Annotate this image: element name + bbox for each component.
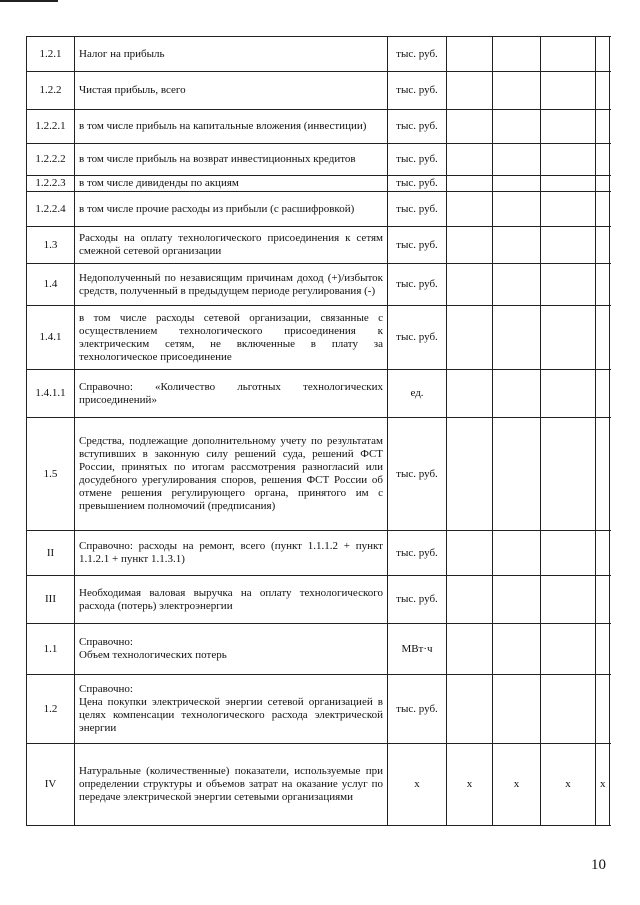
row-value-cell [493, 176, 541, 192]
row-value-cell [447, 306, 493, 370]
row-description-cell: в том числе прочие расходы из прибыли (с расшифровкой) [75, 192, 388, 227]
row-value-cell [541, 306, 596, 370]
row-description-cell: Справочно: расходы на ремонт, всего (пункт 1.1.1.2 + пункт 1.1.2.1 + пункт 1.1.3.1) [75, 531, 388, 576]
row-number-cell: 1.2 [27, 675, 75, 744]
row-unit-cell: тыс. руб. [388, 110, 447, 144]
row-number-cell: 1.2.2.2 [27, 144, 75, 176]
row-number-cell: 1.1 [27, 624, 75, 675]
row-value-cell [596, 176, 610, 192]
row-value-cell [493, 144, 541, 176]
row-value-cell [447, 110, 493, 144]
table-row [27, 576, 610, 624]
row-value-cell [596, 110, 610, 144]
row-unit-cell: тыс. руб. [388, 306, 447, 370]
table-row [27, 306, 610, 370]
row-unit-cell: тыс. руб. [388, 675, 447, 744]
table-row [27, 72, 610, 110]
table-row [27, 531, 610, 576]
row-unit-cell: тыс. руб. [388, 144, 447, 176]
row-value-cell [493, 227, 541, 264]
row-description-cell: Расходы на оплату технологического присоединения к сетям смежной сетевой организации [75, 227, 388, 264]
row-description-cell: Справочно: Цена покупки электрической энергии сетевой организацией в целях компенсации технологического расхода электрической энергии [75, 675, 388, 744]
table-row [27, 418, 610, 531]
row-value-cell [541, 227, 596, 264]
row-value-cell: х [541, 744, 596, 826]
table-row [27, 624, 610, 675]
row-unit-cell: МВт·ч [388, 624, 447, 675]
row-value-cell [493, 370, 541, 418]
row-value-cell: х [447, 744, 493, 826]
row-value-cell [493, 264, 541, 306]
row-number-cell: III [27, 576, 75, 624]
row-value-cell [541, 418, 596, 531]
table-row [27, 744, 610, 826]
row-description-cell: в том числе прибыль на капитальные вложения (инвестиции) [75, 110, 388, 144]
row-value-cell [493, 192, 541, 227]
row-value-cell [596, 531, 610, 576]
row-value-cell [447, 531, 493, 576]
row-value-cell [541, 37, 596, 72]
row-unit-cell: тыс. руб. [388, 576, 447, 624]
row-unit-cell: х [388, 744, 447, 826]
row-value-cell [541, 531, 596, 576]
row-value-cell [541, 264, 596, 306]
row-value-cell [493, 110, 541, 144]
tariff-table [26, 36, 610, 826]
row-number-cell: 1.4.1.1 [27, 370, 75, 418]
row-value-cell [493, 418, 541, 531]
row-number-cell: 1.4.1 [27, 306, 75, 370]
row-value-cell [541, 176, 596, 192]
row-value-cell [596, 306, 610, 370]
row-value-cell [447, 370, 493, 418]
row-description-cell: Чистая прибыль, всего [75, 72, 388, 110]
row-description-cell: Необходимая валовая выручка на оплату технологического расхода (потерь) электроэнергии [75, 576, 388, 624]
row-number-cell: 1.2.2.1 [27, 110, 75, 144]
row-value-cell [596, 418, 610, 531]
row-value-cell [541, 576, 596, 624]
row-value-cell [447, 192, 493, 227]
row-number-cell: 1.4 [27, 264, 75, 306]
row-number-cell: 1.2.2 [27, 72, 75, 110]
row-value-cell [493, 37, 541, 72]
row-description-cell: Средства, подлежащие дополнительному учету по результатам вступивших в законную силу решений суда, решений ФСТ России, принятых по итогам рассмотрения разногласий или досудебного урегулирования споров, решения ФСТ России об отмене решения регулирующего органа, принятого им с превышением полномочий (предписания) [75, 418, 388, 531]
row-value-cell [447, 144, 493, 176]
row-unit-cell: тыс. руб. [388, 176, 447, 192]
table-row [27, 675, 610, 744]
table-row [27, 144, 610, 176]
row-value-cell [596, 227, 610, 264]
row-number-cell: 1.2.2.3 [27, 176, 75, 192]
row-value-cell [596, 192, 610, 227]
row-description-cell: Недополученный по независящим причинам доход (+)/избыток средств, полученный в предыдущем периоде регулирования (-) [75, 264, 388, 306]
scan-corner-mark [0, 0, 58, 2]
row-description-cell: в том числе расходы сетевой организации, связанные с осуществлением технологического присоединения к электрическим сетям, не включенные в плату за технологическое присоединение [75, 306, 388, 370]
row-description-cell: Натуральные (количественные) показатели, используемые при определении структуры и объемов затрат на оказание услуг по передаче электрической энергии сетевыми организациями [75, 744, 388, 826]
row-value-cell: х [493, 744, 541, 826]
row-value-cell [493, 576, 541, 624]
row-unit-cell: тыс. руб. [388, 37, 447, 72]
row-value-cell [447, 576, 493, 624]
row-value-cell [596, 576, 610, 624]
row-unit-cell: тыс. руб. [388, 72, 447, 110]
row-description-cell: в том числе дивиденды по акциям [75, 176, 388, 192]
row-unit-cell: тыс. руб. [388, 264, 447, 306]
row-value-cell [447, 37, 493, 72]
row-number-cell: 1.2.2.4 [27, 192, 75, 227]
row-description-cell: в том числе прибыль на возврат инвестиционных кредитов [75, 144, 388, 176]
row-value-cell [596, 37, 610, 72]
row-description-cell: Справочно: Объем технологических потерь [75, 624, 388, 675]
row-value-cell [447, 227, 493, 264]
table-row [27, 37, 610, 72]
row-value-cell [447, 176, 493, 192]
row-value-cell [541, 144, 596, 176]
page-number: 10 [591, 857, 606, 873]
row-value-cell [596, 144, 610, 176]
row-unit-cell: ед. [388, 370, 447, 418]
row-unit-cell: тыс. руб. [388, 227, 447, 264]
row-value-cell [493, 72, 541, 110]
row-description-cell: Налог на прибыль [75, 37, 388, 72]
row-number-cell: 1.5 [27, 418, 75, 531]
row-number-cell: 1.3 [27, 227, 75, 264]
row-description-cell: Справочно: «Количество льготных технологических присоединений» [75, 370, 388, 418]
row-unit-cell: тыс. руб. [388, 531, 447, 576]
row-value-cell [596, 72, 610, 110]
table-row [27, 110, 610, 144]
row-number-cell: 1.2.1 [27, 37, 75, 72]
row-value-cell [493, 624, 541, 675]
row-value-cell [596, 264, 610, 306]
row-value-cell [596, 624, 610, 675]
row-unit-cell: тыс. руб. [388, 418, 447, 531]
row-value-cell [541, 192, 596, 227]
row-value-cell [541, 72, 596, 110]
row-value-cell [493, 531, 541, 576]
row-value-cell [447, 624, 493, 675]
row-value-cell [493, 675, 541, 744]
table-row [27, 227, 610, 264]
table-row [27, 176, 610, 192]
row-value-cell [541, 675, 596, 744]
row-value-cell [447, 72, 493, 110]
row-value-cell [447, 675, 493, 744]
table-row [27, 192, 610, 227]
row-number-cell: II [27, 531, 75, 576]
table-row [27, 264, 610, 306]
row-number-cell: IV [27, 744, 75, 826]
table-row [27, 370, 610, 418]
row-value-cell [541, 370, 596, 418]
row-value-cell [447, 264, 493, 306]
row-value-cell [596, 675, 610, 744]
row-value-cell: х [596, 744, 610, 826]
row-value-cell [447, 418, 493, 531]
row-value-cell [493, 306, 541, 370]
row-value-cell [541, 624, 596, 675]
row-value-cell [596, 370, 610, 418]
row-value-cell [541, 110, 596, 144]
row-unit-cell: тыс. руб. [388, 192, 447, 227]
